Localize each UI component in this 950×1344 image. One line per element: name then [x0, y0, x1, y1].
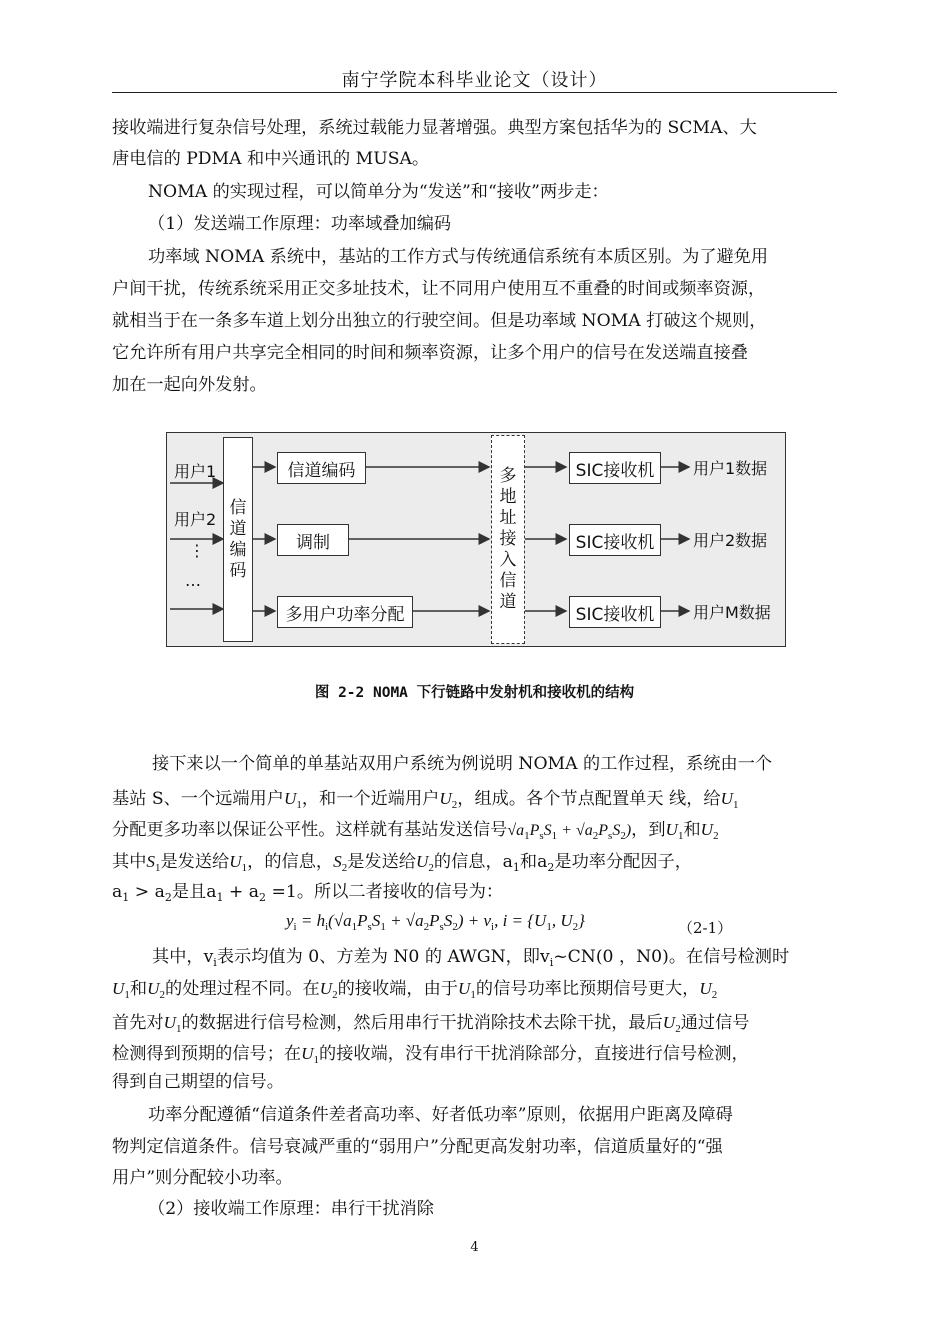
- page-number: 4: [470, 1240, 479, 1255]
- math-u2: $U_2$: [662, 1013, 681, 1035]
- text-span: 是且: [171, 882, 207, 902]
- channel-coding-box: [277, 452, 366, 484]
- encoder-label: 信道编码: [229, 497, 247, 581]
- encoder-block: [223, 437, 253, 642]
- math-u2: $U_2$: [319, 979, 338, 1001]
- math-transmit-signal: $√a_1P_sS_1 + √a_2P_sS_2$): [507, 822, 632, 842]
- text-span: 和: [683, 820, 701, 840]
- multiple-access-channel: [491, 435, 525, 644]
- text-span: 是发送给: [347, 852, 416, 872]
- math-u1: $U_1$: [301, 1044, 319, 1066]
- paragraph-line: [152, 943, 789, 977]
- paragraph-line: 户间干扰，传统系统采用正交多址技术，让不同用户使用互不重叠的时间或频率资源，: [112, 279, 766, 299]
- paragraph-line: [112, 815, 719, 851]
- text-span: 的接收端，没有串行干扰消除部分，直接进行信号检测，: [319, 1044, 749, 1064]
- output-label-userm: 用户M数据: [693, 603, 771, 622]
- input-label-user1: 用户1: [174, 462, 217, 481]
- math-u2: $U_2$: [699, 979, 718, 1001]
- sic-receiver-label: SIC接收机: [575, 532, 655, 553]
- math-u2: $U_2$: [415, 852, 434, 874]
- text-span: 其中: [112, 852, 147, 872]
- text-span: 首先对: [112, 1013, 164, 1033]
- text-span: 是发送给: [160, 852, 230, 872]
- equation-body: $y_i = h_i(√a_1P_sS_1 + √a_2P_sS_2) + v_i$, $i = \{U_1$, $U_2$}: [286, 911, 585, 933]
- text-span: 通过信号: [680, 1013, 750, 1033]
- text-span: 。所以二者接收的信号为：: [296, 882, 504, 902]
- header-rule: [112, 92, 837, 93]
- text-span: ~CN(0 ，N0)。在信号检测时: [553, 947, 790, 967]
- sic-receiver-box: [569, 596, 661, 628]
- paragraph-line: 接收端进行复杂信号处理，系统过载能力显著增强。典型方案包括华为的 SCMA、大: [112, 118, 757, 138]
- paragraph-line: 功率域 NOMA 系统中，基站的工作方式与传统通信系统有本质区别。为了避免用: [148, 247, 769, 267]
- text-span: 表示均值为 0、方差为 N0 的 AWGN，即: [216, 947, 540, 967]
- math-s2: $S_2$: [333, 852, 348, 874]
- math-u1: $U_1$: [229, 852, 248, 874]
- noma-diagram: [166, 432, 786, 647]
- text-span: 基站 S、一个远端用户: [112, 789, 284, 809]
- channel-label: 多地址接入信道: [499, 466, 517, 612]
- text-span: 其中，: [152, 947, 204, 967]
- math-u1: $U_1$: [720, 789, 739, 811]
- figure-caption: 图 2-2 NOMA 下行链路中发射机和接收机的结构: [314, 685, 635, 701]
- modulation-box: [277, 524, 349, 556]
- paragraph-line: 就相当于在一条多车道上划分出独立的行驶空间。但是功率域 NOMA 打破这个规则，: [112, 311, 767, 331]
- math-a2: $a_2$: [537, 852, 555, 874]
- paragraph-line: 接下来以一个简单的单基站双用户系统为例说明 NOMA 的工作过程，系统由一个: [152, 754, 773, 774]
- paragraph-line: 用户”则分配较小功率。: [112, 1168, 293, 1188]
- section-heading: （1）发送端工作原理：功率域叠加编码: [148, 214, 452, 234]
- section-heading: （2）接收端工作原理：串行干扰消除: [148, 1199, 434, 1219]
- input-label-vdots: ⋮: [189, 541, 205, 560]
- math-u2: $U_2$: [439, 789, 458, 811]
- paragraph-line: [112, 974, 717, 1010]
- paragraph-line: 物判定信道条件。信号衰减严重的“弱用户”分配更高发射功率，信道质量好的“强: [112, 1137, 723, 1157]
- text-span: 的处理过程不同。在: [165, 979, 320, 999]
- text-span: 分配更多功率以保证公平性。这样就有基站发送信号: [112, 820, 508, 840]
- text-span: ，的信息，: [247, 852, 334, 872]
- page-header: 南宁学院本科毕业论文（设计）: [341, 70, 608, 91]
- math-a1-plus-a2: $a_1 + a_2 =1$: [206, 882, 297, 904]
- sic-receiver-box: [569, 524, 661, 556]
- math-a1-gt-a2: $a_1 > a_2$: [112, 882, 172, 904]
- equation-2-1: [286, 906, 585, 942]
- text-span: 和: [519, 852, 538, 872]
- math-s1: $S_1$: [146, 852, 161, 874]
- modulation-label: 调制: [296, 532, 330, 553]
- math-u1: $U_1$: [665, 820, 684, 842]
- paragraph-line: NOMA 的实现过程，可以简单分为“发送”和“接收”两步走：: [148, 182, 609, 202]
- text-span: 和: [129, 979, 148, 999]
- sic-receiver-label: SIC接收机: [575, 604, 655, 625]
- text-span: ，到: [631, 820, 666, 840]
- text-span: 检测得到预期的信号；在: [112, 1044, 302, 1064]
- math-u2: $U_2$: [700, 820, 719, 842]
- text-span: 的接收端，由于: [337, 979, 458, 999]
- power-allocation-box: [277, 596, 413, 628]
- paragraph-line: 唐电信的 PDMA 和中兴通讯的 MUSA。: [112, 149, 430, 169]
- math-u2: $U_2$: [147, 979, 166, 1001]
- text-span: ，和一个近端用户: [301, 789, 440, 809]
- channel-coding-label: 信道编码: [287, 460, 356, 481]
- output-label-user1: 用户1数据: [693, 459, 768, 478]
- input-label-ellipsis: …: [185, 571, 201, 590]
- sic-receiver-label: SIC接收机: [575, 460, 655, 481]
- sic-receiver-box: [569, 452, 661, 484]
- paragraph-line: 它允许所有用户共享完全相同的时间和频率资源，让多个用户的信号在发送端直接叠: [112, 343, 748, 363]
- text-span: 的数据进行信号检测，然后用串行干扰消除技术去除干扰，最后: [181, 1013, 663, 1033]
- math-vi: $v_i$: [203, 947, 217, 969]
- output-label-user2: 用户2数据: [693, 531, 768, 550]
- math-u1: $U_1$: [112, 979, 130, 1001]
- power-allocation-label: 多用户功率分配: [285, 604, 405, 625]
- text-span: ，组成。各个节点配置单天 线，给: [457, 789, 721, 809]
- text-span: 的信息，: [433, 852, 503, 872]
- paragraph-line: 加在一起向外发射。: [112, 375, 267, 395]
- text-span: 的信号功率比预期信号更大，: [475, 979, 700, 999]
- input-label-user2: 用户2: [174, 510, 217, 529]
- equation-number: （2-1）: [678, 919, 733, 937]
- paragraph-line: 功率分配遵循“信道条件差者高功率、好者低功率”原则，依据用户距离及障碍: [148, 1105, 733, 1125]
- math-u1: $U_1$: [458, 979, 476, 1001]
- text-span: 是功率分配因子，: [554, 852, 692, 872]
- math-u1: $U_1$: [163, 1013, 182, 1035]
- math-a1: $a_1$: [502, 852, 520, 874]
- math-u1: $U_1$: [283, 789, 302, 811]
- math-vi: $v_i$: [540, 947, 554, 969]
- paragraph-line: 得到自己期望的信号。: [112, 1072, 284, 1092]
